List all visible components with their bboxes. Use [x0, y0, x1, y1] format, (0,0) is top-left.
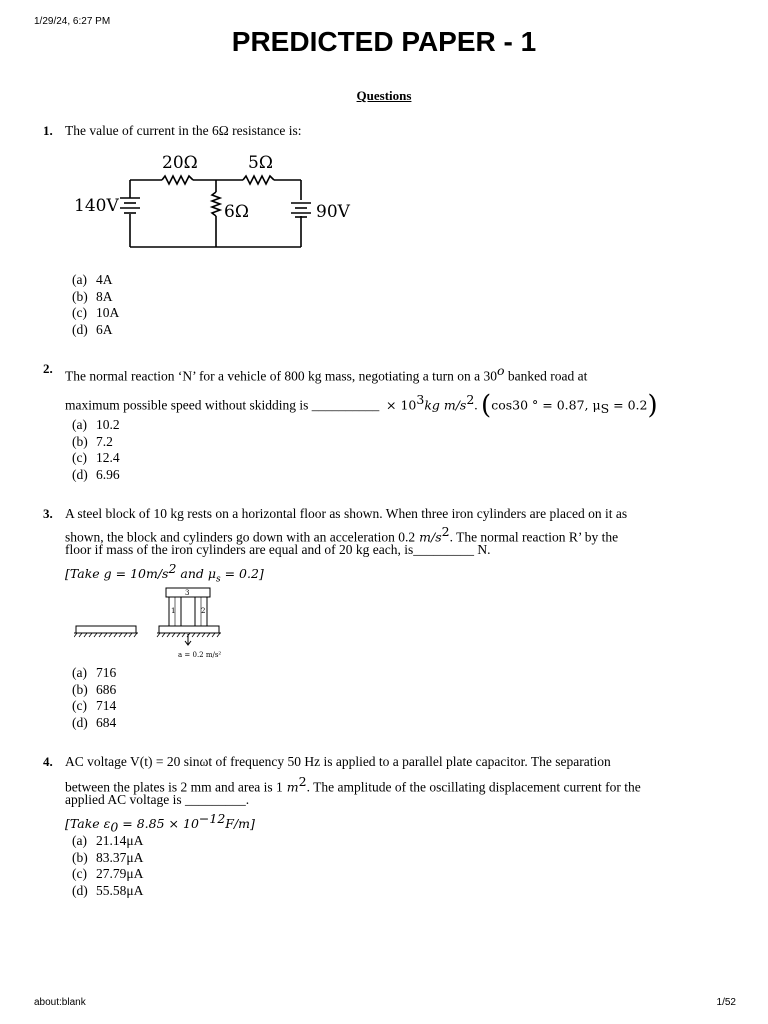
question-3-options: [72, 665, 116, 731]
steel-block: [159, 626, 219, 633]
option[interactable]: (d) 6A: [72, 321, 113, 337]
question-4-line-3: applied AC voltage is _________.: [65, 792, 250, 807]
option[interactable]: (b) 686: [72, 681, 117, 697]
page-title: PREDICTED PAPER - 1: [231, 26, 537, 57]
option[interactable]: (d) 684: [72, 714, 117, 730]
question-2-options: [72, 417, 120, 483]
question-3-line-2: shown, the block and cylinders go down with an acceleration 0.2 $m/s^2$. The normal reaction R’ by the: [65, 524, 619, 545]
battery-140v: [120, 198, 140, 213]
footer-url: about:blank: [34, 997, 86, 1008]
question-3-line-1: A steel block of 10 kg rests on a horizontal floor as shown. When three iron cylinders are placed on it as: [65, 506, 628, 521]
question-3-number: 3.: [43, 506, 53, 521]
question-4-line-1: AC voltage V(t) = 20 sinωt of frequency 50 Hz is applied to a parallel plate capacitor. The separation: [65, 754, 611, 769]
label-20-ohm: 20Ω: [162, 153, 198, 173]
label-cylinder-2: 2: [201, 607, 206, 615]
print-timestamp: 1/29/24, 6:27 PM: [34, 16, 111, 27]
option[interactable]: (d) 6.96: [72, 466, 120, 482]
label-6-ohm: 6Ω: [224, 202, 249, 222]
question-3-line-4: [Take $g = 10m/s^2$ and $\mu_s = 0.2$]: [65, 561, 264, 585]
question-1-number: 1.: [43, 123, 53, 138]
question-4-options: [72, 833, 143, 899]
option[interactable]: (c) 10A: [72, 305, 120, 320]
question-1-text: The value of current in the 6Ω resistance is:: [65, 123, 302, 138]
resistor-6-ohm: [212, 192, 220, 216]
question-4-line-4: [Take $\varepsilon_0 = 8.85 \times 10^{-12}F/m$]: [65, 811, 255, 835]
block-cylinders-diagram: [74, 584, 244, 664]
question-1-options: [72, 272, 119, 338]
label-cylinder-1: 1: [171, 607, 176, 615]
section-heading: Questions: [356, 88, 412, 103]
question-4-line-2: between the plates is 2 mm and area is 1 $m^2$. The amplitude of the oscillating displacement current for the: [65, 774, 641, 795]
option[interactable]: (a) 716: [72, 665, 117, 680]
label-140v: 140V: [74, 196, 119, 216]
option[interactable]: (d) 55.58μA: [72, 882, 144, 898]
question-4-number: 4.: [43, 754, 53, 769]
option[interactable]: (b) 83.37μA: [72, 849, 144, 865]
footer-page-number: 1/52: [716, 997, 736, 1008]
option[interactable]: (c) 27.79μA: [72, 866, 144, 881]
battery-90v: [291, 203, 311, 217]
question-3-line-3: floor if mass of the iron cylinders are equal and of 20 kg each, is_________ N.: [65, 542, 491, 557]
option[interactable]: (c) 12.4: [72, 450, 120, 465]
question-2-line-2: maximum possible speed without skidding is __________ × $10^3kg$ $m/s^2$. (cos30 ° = 0.87, $\mu_S = 0.2$): [65, 390, 658, 421]
option[interactable]: (a) 4A: [72, 272, 113, 287]
question-2-number: 2.: [43, 361, 53, 376]
label-cylinder-3: 3: [185, 589, 190, 597]
circuit-diagram: [70, 146, 370, 256]
option[interactable]: (b) 7.2: [72, 433, 113, 449]
option[interactable]: (c) 714: [72, 698, 117, 713]
label-5-ohm: 5Ω: [248, 153, 273, 173]
option[interactable]: (b) 8A: [72, 288, 113, 304]
resistor-5-ohm: [243, 176, 274, 184]
label-acceleration: a = 0.2 m/s²: [178, 651, 222, 659]
option[interactable]: (a) 21.14μA: [72, 833, 144, 848]
resistor-20-ohm: [162, 176, 193, 184]
label-90v: 90V: [316, 202, 350, 222]
question-2-line-1: The normal reaction ‘N’ for a vehicle of 800 kg mass, negotiating a turn on a 30$^o$ banked road at: [65, 363, 588, 384]
option[interactable]: (a) 10.2: [72, 417, 120, 432]
